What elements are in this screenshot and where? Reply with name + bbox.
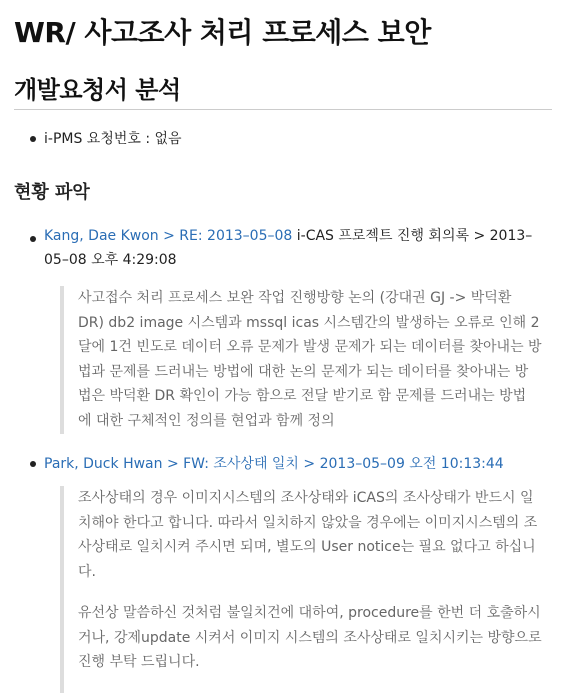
entry-1-quote-line: 에 대한 구체적인 정의를 현업과 함께 정의: [78, 412, 335, 429]
entry-1-quote-line: 사고접수 처리 프로세스 보완 작업 진행방향 논의 (강대권 GJ -> 박덕환: [78, 290, 512, 306]
heading-divider: [14, 109, 552, 110]
entry-2-quote-line: 유선상 말씀하신 것처럼 불일치건에 대하여, procedure를 한번 더 호출하시: [78, 605, 541, 621]
entry-2-quote-line: 다.: [78, 563, 96, 580]
entry-1-line-1: [44, 224, 532, 248]
entry-1-blockquote: [60, 286, 564, 434]
section-heading: 개발요청서 분석: [14, 76, 181, 104]
entry-1-time: 05–08 오후 4:29:08: [44, 252, 177, 268]
pms-request-line: [44, 127, 182, 151]
entry-1-quote-line: 달에 1건 빈도로 데이터 오류 문제가 발생 문제가 되는 데이터를 찾아내는 방: [78, 339, 542, 355]
bullet-icon: [30, 236, 36, 242]
page-title: WR/ 사고조사 처리 프로세스 보안: [14, 16, 431, 49]
entry-2-quote-line: 치해야 한다고 합니다. 따라서 일치하지 않았을 경우에는 이미지시스템의 조: [78, 514, 538, 531]
entry-1-quote-line: DR) db2 image 시스템과 mssql icas 시스템간의 발생하는 오류로 인해 2: [78, 314, 540, 331]
entry-2-blockquote: [60, 486, 564, 693]
entry-1-line-2: [44, 248, 177, 272]
pms-request-text: i-PMS 요청번호 : 없음: [44, 131, 182, 147]
entry-1-link[interactable]: Kang, Dae Kwon > RE: 2013–05–08: [44, 228, 293, 244]
entry-2-link[interactable]: Park, Duck Hwan > FW: 조사상태 일치 > 2013–05–09 오전 10:13:44: [44, 456, 504, 472]
entry-2-quote-line: 진행 부탁 드립니다.: [78, 654, 200, 670]
entry-2-quote-line: 거나, 강제update 시켜서 이미지 시스템의 조사상태로 일치시키는 방향으로: [78, 629, 542, 646]
entry-2-quote-line: 사상태로 일치시켜 주시면 되며, 별도의 User notice는 필요 없다고 하십니: [78, 539, 536, 555]
entry-1-quote-line: 법과 문제를 드러내는 방법에 대한 논의 문제가 되는 데이터를 찾아내는 방: [78, 363, 529, 380]
entry-1-suffix: i-CAS 프로젝트 진행 회의록 > 2013–: [292, 228, 533, 244]
entry-2-quote-line: 조사상태의 경우 이미지시스템의 조사상태와 iCAS의 조사상태가 반드시 일: [78, 490, 534, 506]
bullet-icon: [30, 136, 36, 142]
bullet-icon: [30, 461, 36, 467]
entry-2-line-1: [44, 452, 504, 476]
status-heading: 현황 파악: [14, 182, 90, 203]
entry-1-quote-line: 법은 박덕환 DR 확인이 가능 함으로 전달 받기로 함 문제를 드러내는 방법: [78, 388, 527, 404]
